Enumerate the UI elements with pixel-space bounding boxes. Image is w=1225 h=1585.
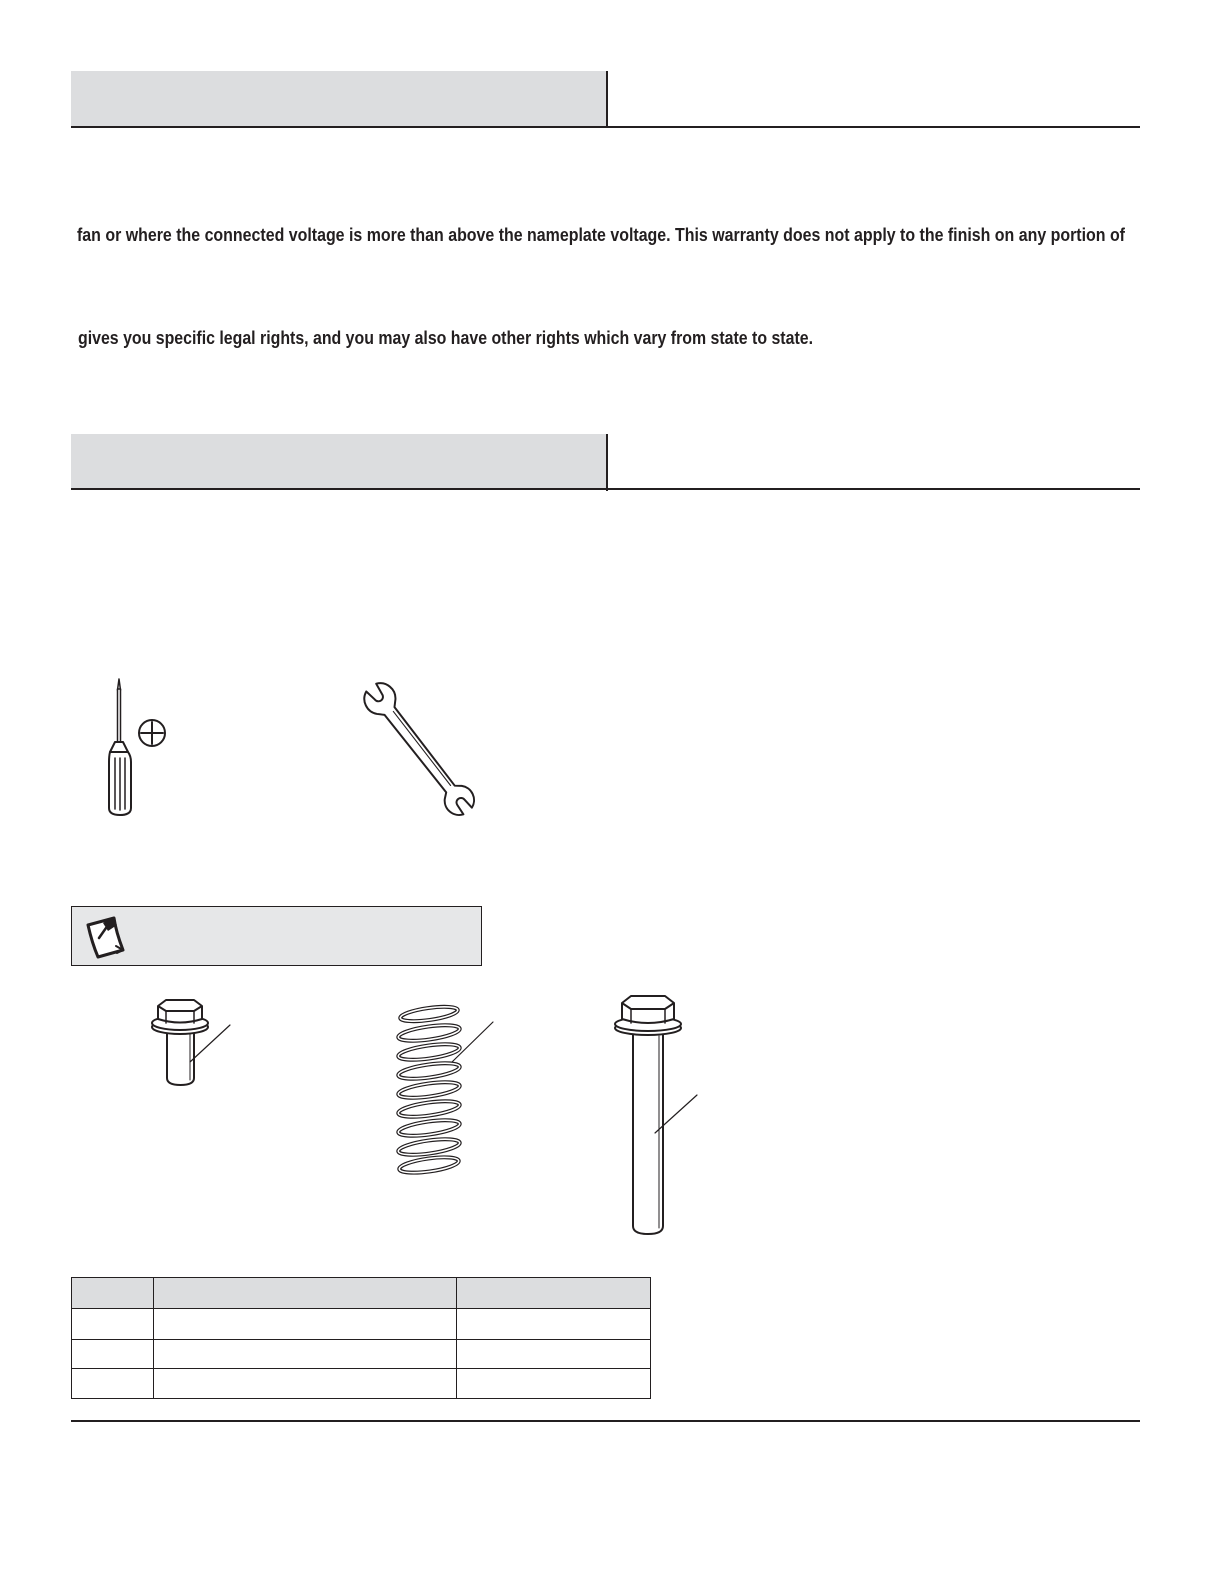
table-cell xyxy=(72,1369,154,1399)
section-header-bar-warranty xyxy=(71,71,607,127)
hardware-table xyxy=(71,1277,651,1399)
section-header-divider xyxy=(606,71,608,128)
table-cell xyxy=(457,1369,651,1399)
table-cell xyxy=(154,1340,457,1369)
short-bolt-leader-line xyxy=(190,1025,230,1062)
table-cell xyxy=(457,1309,651,1340)
table-row xyxy=(72,1369,651,1399)
table-cell xyxy=(457,1340,651,1369)
table-cell xyxy=(154,1369,457,1399)
section-header-bar-pre-installation xyxy=(71,434,607,490)
phillips-head-symbol-icon xyxy=(139,720,165,746)
section-header-rule xyxy=(71,488,1140,490)
table-header-row xyxy=(72,1278,651,1309)
table-header-cell-part xyxy=(72,1278,154,1309)
table-cell xyxy=(72,1309,154,1340)
page-footer-rule xyxy=(71,1420,1140,1422)
short-bolt-icon xyxy=(152,1000,208,1085)
table-cell xyxy=(154,1309,457,1340)
table-cell xyxy=(72,1340,154,1369)
hardware-note-box xyxy=(71,906,482,966)
spring-leader-line xyxy=(452,1022,493,1062)
long-bolt-icon xyxy=(615,996,681,1234)
table-header-cell-description xyxy=(154,1278,457,1309)
wrench-icon xyxy=(359,678,480,821)
warranty-text-line-1: fan or where the connected voltage is more than above the nameplate voltage. This warranty does not apply to the finish on any portion of xyxy=(77,225,1125,245)
section-header-divider xyxy=(606,434,608,491)
long-bolt-leader-line xyxy=(655,1095,697,1133)
table-header-cell-quantity xyxy=(457,1278,651,1309)
spring-coils xyxy=(397,1004,460,1176)
table-row xyxy=(72,1340,651,1369)
table-row xyxy=(72,1309,651,1340)
warranty-text-line-2: gives you specific legal rights, and you may also have other rights which vary from state to state. xyxy=(78,328,813,348)
spring-icon xyxy=(397,1004,460,1176)
section-header-rule xyxy=(71,126,1140,128)
phillips-screwdriver-icon xyxy=(109,679,131,815)
